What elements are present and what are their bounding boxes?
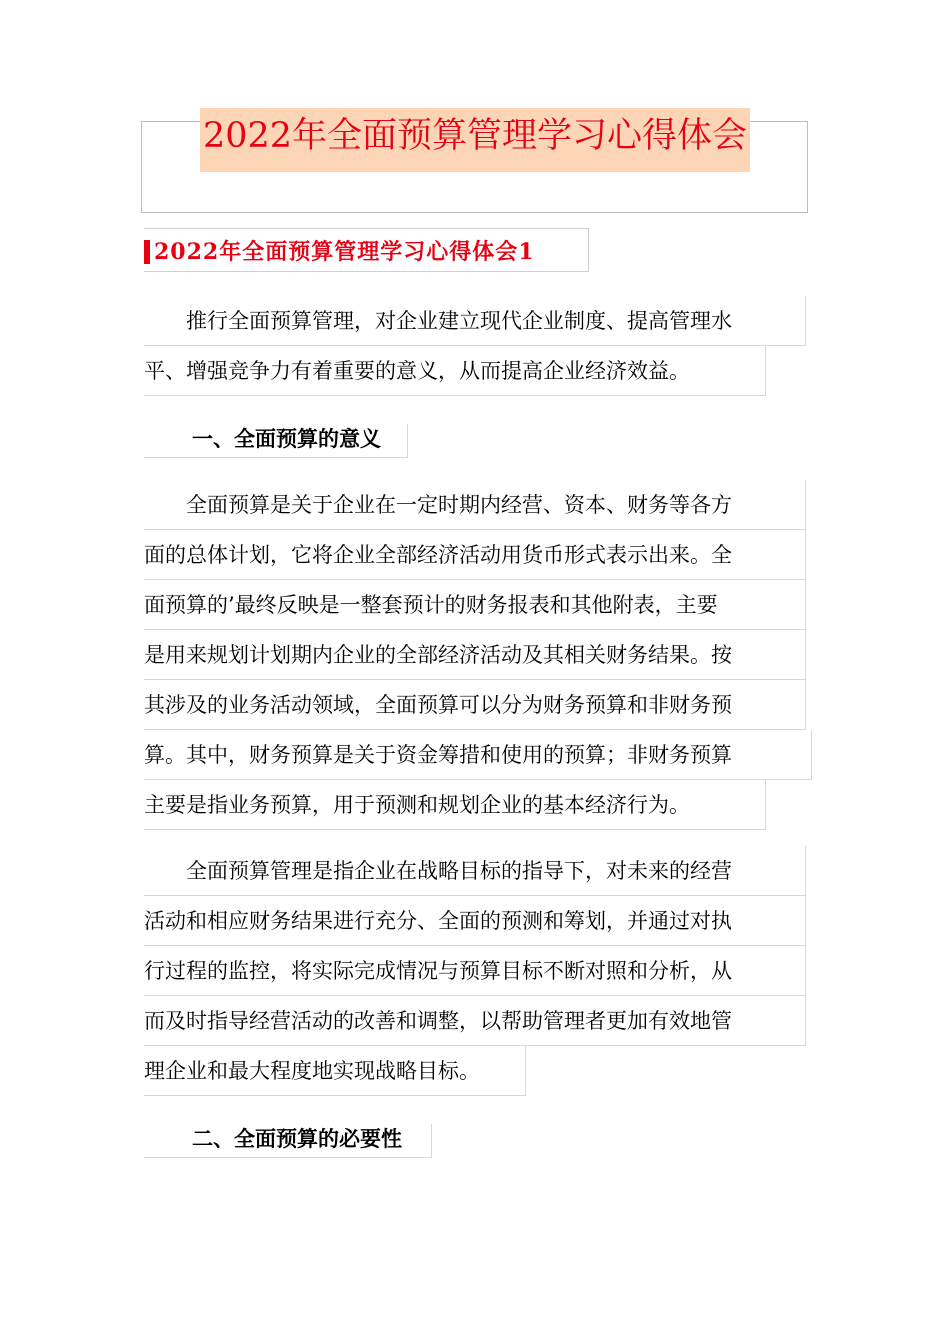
paragraph-line: 主要是指业务预算，用于预测和规划企业的基本经济行为。 bbox=[144, 780, 766, 830]
paragraph-line: 其涉及的业务活动领域，全面预算可以分为财务预算和非财务预 bbox=[144, 680, 806, 730]
paragraph-line: 算。其中，财务预算是关于资金筹措和使用的预算；非财务预算 bbox=[144, 730, 812, 780]
paragraph-line: 全面预算管理是指企业在战略目标的指导下，对未来的经营 bbox=[144, 846, 806, 896]
paragraph-line: 是用来规划计划期内企业的全部经济活动及其相关财务结果。按 bbox=[144, 630, 806, 680]
heading-necessity: 二、全面预算的必要性 bbox=[144, 1124, 432, 1158]
paragraph-line: 面的总体计划，它将企业全部经济活动用货币形式表示出来。全 bbox=[144, 530, 806, 580]
section-title bbox=[144, 228, 589, 272]
paragraph-line: 而及时指导经营活动的改善和调整，以帮助管理者更加有效地管 bbox=[144, 996, 806, 1046]
paragraph-line: 理企业和最大程度地实现战略目标。 bbox=[144, 1046, 526, 1096]
paragraph-line: 面预算的’最终反映是一整套预计的财务报表和其他附表，主要 bbox=[144, 580, 806, 630]
document-title: 2022年全面预算管理学习心得体会 bbox=[200, 108, 750, 172]
paragraph-line: 平、增强竞争力有着重要的意义，从而提高企业经济效益。 bbox=[144, 346, 766, 396]
paragraph-line: 全面预算是关于企业在一定时期内经营、资本、财务等各方 bbox=[144, 480, 806, 530]
paragraph-line: 推行全面预算管理，对企业建立现代企业制度、提高管理水 bbox=[144, 296, 806, 346]
heading-significance: 一、全面预算的意义 bbox=[144, 424, 408, 458]
paragraph-line: 活动和相应财务结果进行充分、全面的预测和筹划，并通过对执 bbox=[144, 896, 806, 946]
section-title-text: 2022年全面预算管理学习心得体会1 bbox=[154, 238, 535, 265]
paragraph-line: 行过程的监控，将实际完成情况与预算目标不断对照和分析，从 bbox=[144, 946, 806, 996]
section-marker bbox=[144, 240, 150, 264]
